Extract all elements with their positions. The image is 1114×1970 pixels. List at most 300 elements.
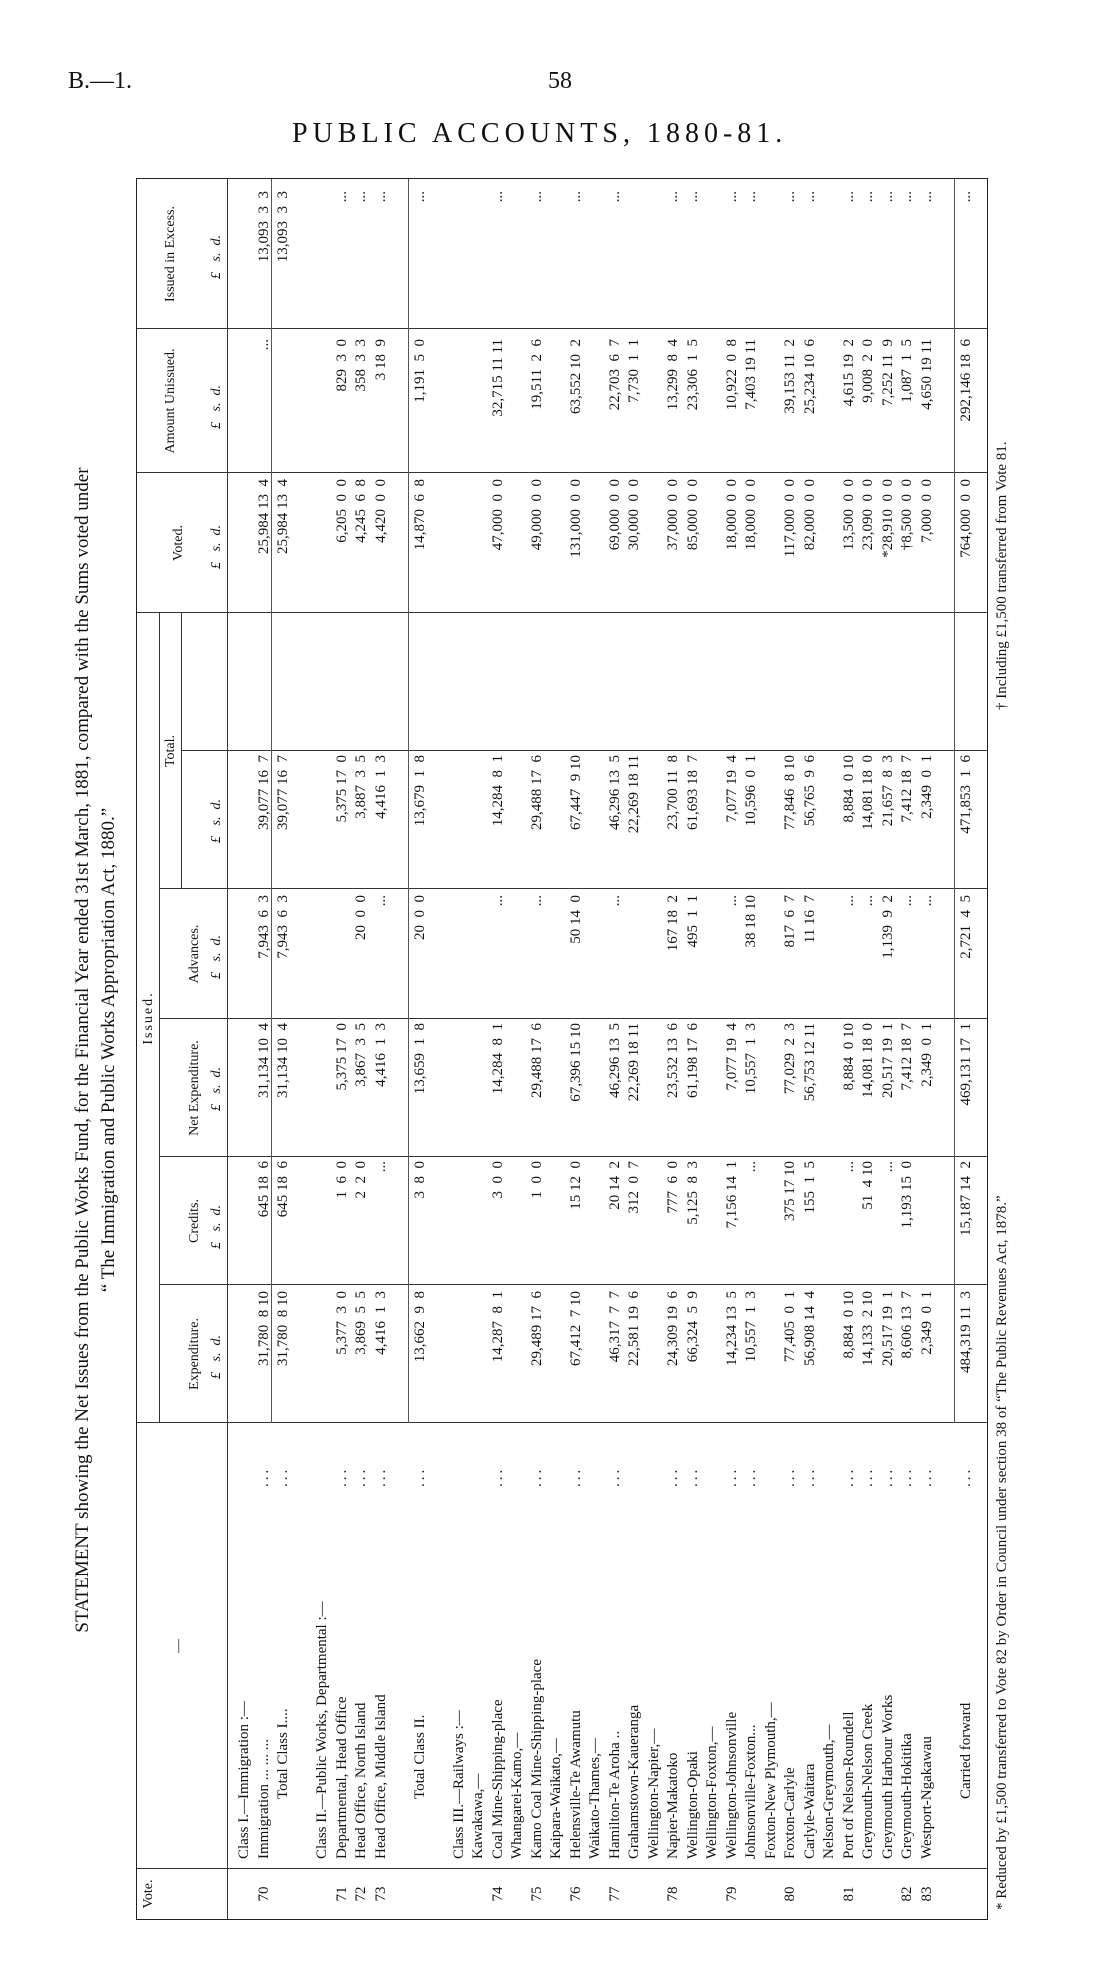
advances-value: ... (899, 895, 915, 907)
advances-value: ... (606, 895, 623, 907)
total-value: 61,693 18 7 (684, 755, 701, 830)
vote-number: 77 (606, 1886, 623, 1902)
leader-dots: ... (879, 1466, 896, 1487)
table-row (547, 179, 566, 1919)
expenditure-value: 31,780 8 10 (275, 1291, 291, 1366)
credits-value: 7,156 14 1 (723, 1161, 740, 1229)
item-label: Napier-Makatoko (665, 1752, 681, 1859)
expenditure-value: 484,319 11 3 (957, 1291, 974, 1373)
item-label: Class II.—Public Works, Departmental :— (314, 1601, 330, 1859)
unissued-value: 4,650 19 11 (918, 339, 935, 410)
expenditure-value: 3,869 5 5 (353, 1291, 369, 1355)
excess-value: 13,093 3 3 (275, 191, 291, 263)
leader-dots: ... (899, 1466, 915, 1487)
credits-value: 777 6 0 (665, 1161, 681, 1214)
excess-value: ... (801, 191, 818, 203)
net-expenditure-value: 46,296 13 5 (606, 1023, 623, 1098)
advances-value: 1,139 9 2 (879, 895, 896, 959)
item-label: Kaipara-Waikato,— (548, 1738, 564, 1859)
total-value: 39,077 16 7 (275, 755, 291, 830)
voted-value: 764,000 0 0 (957, 479, 974, 558)
item-label: Kawakawa,— (470, 1773, 486, 1859)
net-expenditure-value: 8,884 0 10 (840, 1023, 857, 1091)
table-row (313, 179, 332, 1919)
table-row (664, 179, 683, 1919)
excess-value: ... (606, 191, 623, 203)
leader-dots: ... (372, 1466, 389, 1487)
unissued-value: 63,552 10 2 (567, 339, 584, 414)
header-credits: Credits. (187, 1199, 202, 1243)
leader-dots: ... (860, 1466, 876, 1487)
table-row (508, 179, 527, 1919)
item-label: Hamilton-Te Aroha .. (606, 1730, 623, 1859)
excess-value: ... (333, 191, 350, 203)
expenditure-value: 10,557 1 3 (743, 1291, 759, 1363)
table-row (645, 179, 664, 1919)
total-value: 2,349 0 1 (918, 755, 935, 819)
expenditure-value: 8,884 0 10 (840, 1291, 857, 1359)
credits-value: 2 2 0 (353, 1161, 369, 1199)
item-label: Wellington-Opaki (684, 1751, 701, 1859)
net-expenditure-value: 7,412 18 7 (899, 1023, 915, 1091)
item-label: Wellington-Johnsonville (723, 1711, 740, 1859)
excess-value: ... (957, 191, 974, 203)
units-voted: £ s. d. (209, 525, 224, 569)
table-row (469, 179, 488, 1919)
item-label: Carried forward (957, 1702, 974, 1799)
excess-value: ... (489, 191, 506, 203)
statement-subtitle: “ The Immigration and Public Works Appropriation Act, 1880.” (98, 807, 119, 1293)
unissued-value: 10,922 0 8 (723, 339, 740, 411)
vote-number: 80 (782, 1886, 798, 1902)
expenditure-value: 56,908 14 4 (801, 1291, 818, 1366)
item-label: Greymouth-Hokitika (899, 1733, 915, 1859)
statement-title: STATEMENT showing the Net Issues from the Public Works Fund, for the Financial Year ended 31st March, 1881, compared with the Sums voted under (72, 467, 93, 1633)
table-row (859, 179, 878, 1919)
voted-value: 82,000 0 0 (801, 479, 818, 551)
total-value: 56,765 9 6 (801, 755, 818, 827)
table-row (723, 179, 742, 1919)
net-expenditure-value: 31,134 10 4 (275, 1023, 291, 1098)
expenditure-value: 46,317 7 7 (606, 1291, 623, 1363)
credits-value: 1 0 0 (528, 1161, 545, 1199)
expenditure-value: 13,662 9 8 (411, 1291, 428, 1363)
voted-value: 4,420 0 0 (372, 479, 389, 543)
total-value: 21,657 8 3 (879, 755, 896, 827)
unissued-value: 4,615 19 2 (840, 339, 857, 407)
advances-value: 7,943 6 3 (275, 895, 291, 959)
total-row (274, 179, 293, 1919)
leader-dots: ... (665, 1466, 681, 1487)
expenditure-value: 14,234 13 5 (723, 1291, 740, 1366)
advances-value: 38 18 10 (743, 895, 759, 948)
expenditure-value: 14,287 8 1 (489, 1291, 506, 1363)
advances-value: ... (489, 895, 506, 907)
net-expenditure-value: 7,077 19 4 (723, 1023, 740, 1091)
page-title: PUBLIC ACCOUNTS, 1880-81. (292, 118, 788, 149)
vote-number: 81 (840, 1886, 857, 1902)
total-value: 7,077 19 4 (723, 755, 740, 823)
credits-value: 375 17 10 (782, 1161, 798, 1221)
page-number: 58 (548, 68, 572, 94)
leader-dots: ... (567, 1466, 584, 1487)
item-label: Kamo Coal Mine-Shipping-place (528, 1659, 545, 1859)
unissued-value: 292,146 18 6 (957, 339, 974, 422)
header-issued-in-excess: Issued in Excess. (163, 205, 178, 303)
item-label: Foxton-New Plymouth,— (762, 1702, 779, 1859)
table-row (898, 179, 917, 1919)
item-label: Total Class I.... (275, 1708, 291, 1799)
excess-value: ... (684, 191, 701, 203)
item-label: Immigration ... ... ... (255, 1739, 272, 1859)
voted-value: 85,000 0 0 (684, 479, 701, 551)
unissued-value: 358 3 3 (353, 339, 369, 392)
voted-value: 49,000 0 0 (528, 479, 545, 551)
table-row (762, 179, 781, 1919)
net-expenditure-value: 3,867 3 5 (353, 1023, 369, 1087)
item-label: Foxton-Carlyle (782, 1767, 798, 1859)
item-label: Wellington-Napier,— (645, 1728, 662, 1859)
net-expenditure-value: 67,396 15 10 (567, 1023, 584, 1102)
credits-value: 312 0 7 (626, 1161, 642, 1214)
credits-value: 15 12 0 (567, 1161, 584, 1210)
table-row (489, 179, 508, 1919)
vote-number: 79 (723, 1886, 740, 1902)
excess-value: ... (743, 191, 759, 203)
item-label: Johnsonville-Foxton... (743, 1724, 759, 1859)
credits-value: ... (840, 1161, 857, 1173)
vote-number: 73 (372, 1886, 389, 1902)
credits-value: 645 18 6 (255, 1161, 272, 1218)
unissued-value: 19,511 2 6 (528, 339, 545, 410)
vote-number: 74 (489, 1886, 506, 1902)
leader-dots: ... (801, 1466, 818, 1487)
vote-number: 82 (899, 1886, 915, 1902)
item-label: Class III.—Railways :— (450, 1710, 467, 1859)
table-row (840, 179, 859, 1919)
leader-dots: ... (255, 1466, 272, 1487)
voted-value: *28,910 0 0 (879, 479, 896, 558)
table-row (625, 179, 644, 1919)
units-total: £ s. d. (209, 799, 224, 843)
total-value: 67,447 9 10 (567, 755, 584, 830)
item-label: Head Office, North Island (353, 1702, 369, 1859)
net-expenditure-value: 14,081 18 0 (860, 1023, 876, 1098)
table-row (528, 179, 547, 1919)
advances-value: 11 16 7 (801, 895, 818, 944)
advances-value: ... (528, 895, 545, 907)
leader-dots: ... (743, 1466, 759, 1487)
expenditure-value: 5,377 3 0 (333, 1291, 350, 1355)
advances-value: 167 18 2 (665, 895, 681, 952)
leader-dots: ... (489, 1466, 506, 1487)
expenditure-value: 31,780 8 10 (255, 1291, 272, 1366)
net-expenditure-value: 56,753 12 11 (801, 1023, 818, 1102)
vote-number: 71 (333, 1886, 350, 1902)
advances-value: ... (918, 895, 935, 907)
table-row (879, 179, 898, 1919)
document-id: B.—1. (68, 68, 133, 94)
table-row (567, 179, 586, 1919)
total-value: 7,412 18 7 (899, 755, 915, 823)
header-vote: Vote. (141, 1879, 156, 1909)
vote-number: 70 (255, 1886, 272, 1902)
leader-dots: ... (606, 1466, 623, 1487)
total-value: 10,596 0 1 (743, 755, 759, 827)
leader-dots: ... (275, 1466, 291, 1487)
unissued-value: 7,403 19 11 (743, 339, 759, 410)
voted-value: 37,000 0 0 (665, 479, 681, 551)
leader-dots: ... (957, 1466, 974, 1487)
voted-value: 30,000 0 0 (626, 479, 642, 551)
credits-value: ... (879, 1161, 896, 1173)
credits-value: 1 6 0 (333, 1161, 350, 1199)
credits-value: 5,125 8 3 (684, 1161, 701, 1225)
item-label: Class I.—Immigration :— (236, 1701, 252, 1859)
net-expenditure-value: 20,517 19 1 (879, 1023, 896, 1098)
voted-value: 25,984 13 4 (255, 479, 272, 554)
leader-dots: ... (723, 1466, 740, 1487)
footnote-reduced: * Reduced by £1,500 transferred to Vote 82 by Order in Council under section 38 of “The Public Revenues Act, 1878.” (994, 1195, 1010, 1910)
table-row (430, 179, 449, 1919)
footnote-including: † Including £1,500 transferred from Vote 81. (994, 441, 1010, 710)
excess-value: ... (723, 191, 740, 203)
unissued-value: 39,153 11 2 (782, 339, 798, 414)
voted-value: 131,000 0 0 (567, 479, 584, 558)
expenditure-value: 24,309 19 6 (665, 1291, 681, 1366)
net-expenditure-value: 5,375 17 0 (333, 1023, 350, 1091)
table-row (606, 179, 625, 1919)
total-value: 5,375 17 0 (333, 755, 350, 823)
credits-value: 15,187 14 2 (957, 1161, 974, 1236)
table-row (294, 179, 313, 1919)
table-row (235, 179, 254, 1919)
total-value: 14,081 18 0 (860, 755, 876, 830)
header-amount-unissued: Amount Unissued. (163, 348, 178, 454)
total-row (957, 179, 976, 1919)
voted-value: 13,500 0 0 (840, 479, 857, 551)
total-rule (408, 179, 409, 1423)
item-label: Westport-Ngakawau (918, 1736, 935, 1859)
voted-value: 18,000 0 0 (743, 479, 759, 551)
header-expenditure: Expenditure. (187, 1318, 202, 1390)
advances-value: ... (840, 895, 857, 907)
leader-dots: ... (782, 1466, 798, 1487)
credits-value: 20 14 2 (606, 1161, 623, 1210)
item-label: Departmental, Head Office (333, 1696, 350, 1859)
item-label: Helensville-Te Awamutu (567, 1710, 584, 1859)
credits-value: 1,193 15 0 (899, 1161, 915, 1229)
item-label: Carlyle-Waitara (801, 1763, 818, 1859)
voted-value: 69,000 0 0 (606, 479, 623, 551)
unissued-value: ... (255, 339, 272, 351)
item-label: Nelson-Greymouth,— (821, 1724, 837, 1859)
total-value: 46,296 13 5 (606, 755, 623, 830)
voted-value: 18,000 0 0 (723, 479, 740, 551)
leader-dots: ... (684, 1466, 701, 1487)
credits-value: 51 4 10 (860, 1161, 876, 1210)
credits-value: ... (743, 1161, 759, 1173)
leader-dots: ... (353, 1466, 369, 1487)
excess-value: ... (411, 191, 428, 203)
advances-value: 495 1 1 (684, 895, 701, 948)
advances-value: 7,943 6 3 (255, 895, 272, 959)
advances-value: 817 6 7 (782, 895, 798, 948)
net-expenditure-value: 2,349 0 1 (918, 1023, 935, 1087)
expenditure-value: 77,405 0 1 (782, 1291, 798, 1363)
table-row (450, 179, 469, 1919)
unissued-value: 23,306 1 5 (684, 339, 701, 411)
excess-value: ... (353, 191, 369, 203)
header-net-expenditure: Net Expenditure. (187, 1040, 202, 1136)
unissued-value: 13,299 8 4 (665, 339, 681, 411)
voted-value: 4,245 6 8 (353, 479, 369, 543)
header-issued: Issued. (141, 991, 156, 1045)
item-label: Grahamstown-Kaueranga (626, 1704, 642, 1859)
net-expenditure-value: 10,557 1 3 (743, 1023, 759, 1095)
expenditure-value: 67,412 7 10 (567, 1291, 584, 1366)
advances-value: ... (860, 895, 876, 907)
item-label: Greymouth-Nelson Creek (860, 1703, 876, 1859)
excess-value: ... (665, 191, 681, 203)
item-label: Wellington-Foxton,— (704, 1726, 720, 1859)
net-expenditure-value: 22,269 18 11 (626, 1023, 642, 1102)
net-expenditure-value: 14,284 8 1 (489, 1023, 506, 1095)
units-credits: £ s. d. (209, 1205, 224, 1249)
total-value: 29,488 17 6 (528, 755, 545, 830)
leader-dots: ... (411, 1466, 428, 1487)
excess-value: ... (372, 191, 389, 203)
excess-value: ... (567, 191, 584, 203)
total-rule (954, 179, 955, 1423)
vote-number: 72 (353, 1886, 369, 1902)
advances-value: 20 0 0 (411, 895, 428, 940)
vote-number: 76 (567, 1886, 584, 1902)
total-value: 13,679 1 8 (411, 755, 428, 827)
voted-value: 14,870 6 8 (411, 479, 428, 551)
item-label: Head Office, Middle Island (372, 1694, 389, 1859)
units-net: £ s. d. (209, 1067, 224, 1111)
units-unissued: £ s. d. (209, 385, 224, 429)
advances-value: 20 0 0 (353, 895, 369, 940)
advances-value: ... (723, 895, 740, 907)
excess-value: ... (840, 191, 857, 203)
credits-value: 3 8 0 (411, 1161, 428, 1199)
voted-value: 117,000 0 0 (782, 479, 798, 558)
credits-value: 3 0 0 (489, 1161, 506, 1199)
net-expenditure-value: 469,131 17 1 (957, 1023, 974, 1106)
voted-value: 7,000 0 0 (918, 479, 935, 543)
expenditure-value: 4,416 1 3 (372, 1291, 389, 1355)
rotated-statement (70, 170, 1030, 1930)
unissued-value: 7,730 1 1 (626, 339, 642, 403)
leader-dots: ... (840, 1466, 857, 1487)
unissued-value: 829 3 0 (333, 339, 350, 392)
credits-value: ... (372, 1161, 389, 1173)
total-rule (271, 179, 272, 1423)
unissued-value: 9,008 2 0 (860, 339, 876, 403)
net-expenditure-value: 61,198 17 6 (684, 1023, 701, 1098)
units-excess: £ s. d. (209, 235, 224, 279)
excess-value: 13,093 3 3 (255, 191, 272, 263)
header-advances: Advances. (187, 924, 202, 984)
leader-dots: ... (918, 1466, 935, 1487)
total-value: 39,077 16 7 (255, 755, 272, 830)
expenditure-value: 2,349 0 1 (918, 1291, 935, 1355)
unissued-value: 25,234 10 6 (801, 339, 818, 414)
table-row (918, 179, 937, 1919)
voted-value: 23,090 0 0 (860, 479, 876, 551)
net-expenditure-value: 13,659 1 8 (411, 1023, 428, 1095)
unissued-value: 7,252 11 9 (879, 339, 896, 406)
item-label: Waikato-Thames,— (587, 1738, 603, 1859)
total-value: 8,884 0 10 (840, 755, 857, 823)
item-label: Coal Mine-Shipping-place (489, 1699, 506, 1859)
leader-dots: ... (528, 1466, 545, 1487)
total-value: 22,269 18 11 (626, 755, 642, 834)
net-expenditure-value: 29,488 17 6 (528, 1023, 545, 1098)
total-value: 23,700 11 8 (665, 755, 681, 830)
leader-dots: ... (333, 1466, 350, 1487)
credits-value: 645 18 6 (275, 1161, 291, 1218)
credits-value: 155 1 5 (801, 1161, 818, 1214)
unissued-value: 1,191 5 0 (411, 339, 428, 403)
vote-number: 75 (528, 1886, 545, 1902)
table-row (372, 179, 391, 1919)
header-total: Total. (163, 734, 178, 768)
table-row (801, 179, 820, 1919)
total-value: 14,284 8 1 (489, 755, 506, 827)
net-expenditure-value: 4,416 1 3 (372, 1023, 389, 1087)
total-value: 4,416 1 3 (372, 755, 389, 819)
vote-number: 83 (918, 1886, 935, 1902)
header-item: — (171, 1639, 186, 1653)
advances-value: 2,721 4 5 (957, 895, 974, 959)
expenditure-value: 66,324 5 9 (684, 1291, 701, 1363)
expenditure-value: 14,133 2 10 (860, 1291, 876, 1366)
excess-value: ... (528, 191, 545, 203)
net-expenditure-value: 77,029 2 3 (782, 1023, 798, 1095)
excess-value: ... (918, 191, 935, 203)
voted-value: 25,984 13 4 (275, 479, 291, 554)
excess-value: ... (782, 191, 798, 203)
total-row (411, 179, 430, 1919)
expenditure-value: 22,581 19 6 (626, 1291, 642, 1366)
table-row (684, 179, 703, 1919)
total-value: 471,853 1 6 (957, 755, 974, 834)
total-value: 3,887 3 5 (353, 755, 369, 819)
table-row (333, 179, 352, 1919)
expenditure-value: 29,489 17 6 (528, 1291, 545, 1366)
expenditure-value: 20,517 19 1 (879, 1291, 896, 1366)
header-voted: Voted. (171, 525, 186, 561)
table-row (820, 179, 839, 1919)
advances-value: ... (372, 895, 389, 907)
voted-value: 47,000 0 0 (489, 479, 506, 551)
excess-value: ... (860, 191, 876, 203)
unissued-value: 1,087 1 5 (899, 339, 915, 403)
units-expenditure: £ s. d. (209, 1335, 224, 1379)
expenditure-value: 8,606 13 7 (899, 1291, 915, 1359)
unissued-value: 3 18 9 (372, 339, 389, 381)
excess-value: ... (879, 191, 896, 203)
table-row (742, 179, 761, 1919)
item-label: Greymouth Harbour Works (879, 1694, 896, 1859)
item-label: Total Class II. (411, 1714, 428, 1799)
table-row (781, 179, 800, 1919)
voted-value: 6,205 0 0 (333, 479, 350, 543)
unissued-value: 22,703 6 7 (606, 339, 623, 411)
